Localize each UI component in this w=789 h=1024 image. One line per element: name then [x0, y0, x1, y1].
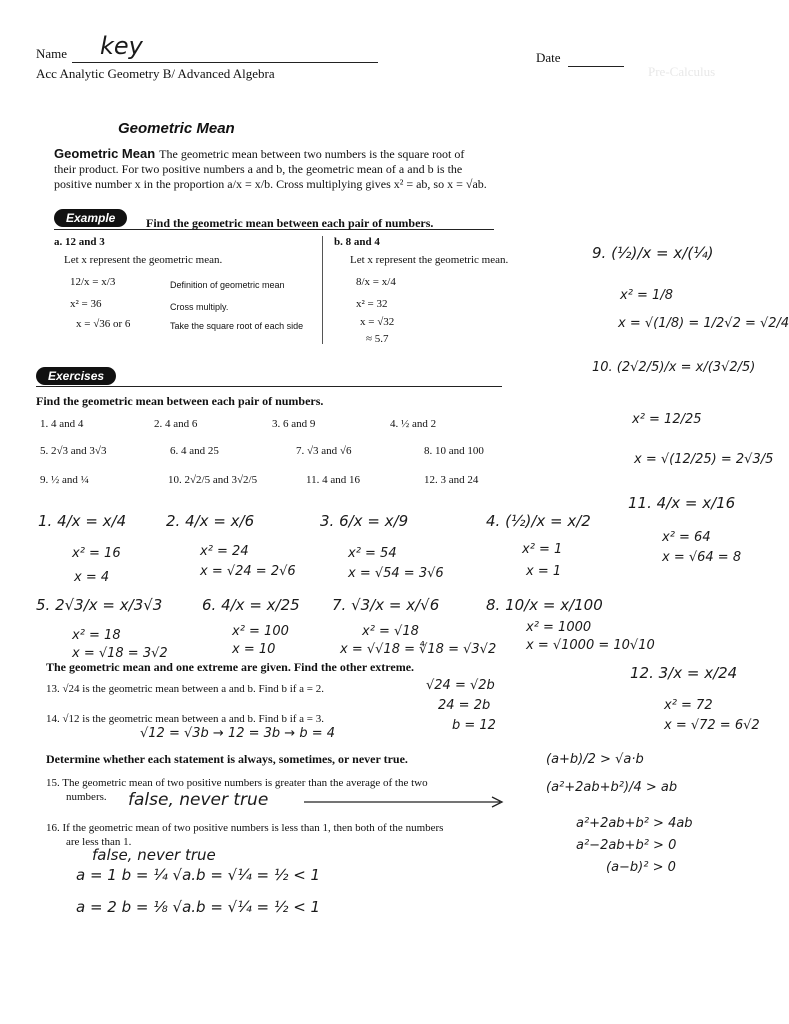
answer-5-result: x = √18 = 3√2	[72, 646, 168, 661]
example-divider	[322, 236, 323, 344]
answer-6-result: x = 10	[232, 642, 276, 657]
answer-2-square: x² = 24	[200, 544, 249, 559]
answer-12-proportion: 12. 3/x = x/24	[630, 664, 738, 682]
exercise-9: 9. ½ and ¼	[40, 474, 89, 486]
proof-step2: (a²+2ab+b²)/4 > ab	[546, 780, 678, 795]
answer-2-proportion: 2. 4/x = x/6	[166, 512, 255, 530]
extremes-instruction: The geometric mean and one extreme are given. Find the other extreme.	[46, 660, 415, 674]
answer-1-proportion: 1. 4/x = x/4	[38, 512, 127, 530]
definition-line2: their product. For two positive numbers a and b, the geometric mean of a and b is the	[54, 162, 463, 176]
answer-6-proportion: 6. 4/x = x/25	[202, 596, 300, 614]
example-a-heading: a. 12 and 3	[54, 236, 105, 248]
example-a-step2: x² = 36	[70, 298, 102, 310]
proof-step1: (a+b)/2 > √a·b	[546, 752, 644, 767]
example-b-intro: Let x represent the geometric mean.	[350, 254, 509, 266]
answer-1-result: x = 4	[74, 570, 110, 585]
example-a-note1: Definition of geometric mean	[170, 280, 285, 290]
course-title: Acc Analytic Geometry B/ Advanced Algebra	[36, 66, 275, 81]
answer-16-verdict: false, never true	[92, 846, 216, 864]
answer-2-result: x = √24 = 2√6	[200, 564, 296, 579]
exercise-2: 2. 4 and 6	[154, 418, 198, 430]
answer-8-proportion: 8. 10/x = x/100	[486, 596, 603, 614]
faint-header: Pre-Calculus	[648, 64, 716, 79]
answer-10-proportion: 10. (2√2/5)/x = x/(3√2/5)	[592, 360, 756, 375]
always-instruction: Determine whether each statement is always, sometimes, or never true.	[46, 752, 408, 766]
definition-line3: positive number x in the proportion a/x = x/b. Cross multiplying gives x² = ab, so x = √ab.	[54, 177, 487, 191]
exercise-11: 11. 4 and 16	[306, 474, 360, 486]
answer-4-result: x = 1	[526, 564, 562, 579]
exercise-10: 10. 2√2/5 and 3√2/5	[168, 474, 258, 486]
answer-11-square: x² = 64	[662, 530, 711, 545]
answer-6-square: x² = 100	[232, 624, 289, 639]
proof-step4: a²−2ab+b² > 0	[576, 838, 677, 853]
example-b-heading: b. 8 and 4	[334, 236, 380, 248]
exercise-5: 5. 2√3 and 3√3	[40, 445, 107, 457]
answer-13-step1: √24 = √2b	[426, 678, 495, 693]
answer-4-proportion: 4. (½)/x = x/2	[486, 512, 591, 530]
answer-9-result: x = √(1/8) = 1/2√2 = √2/4	[618, 316, 789, 331]
exercises-rule	[36, 386, 502, 387]
answer-16-example2: a = 2 b = ⅛ √a.b = √¼ = ½ < 1	[76, 898, 321, 916]
answer-11-result: x = √64 = 8	[662, 550, 742, 565]
name-label: Name	[36, 46, 68, 61]
question-15-line2: numbers.	[66, 791, 107, 803]
question-15-line1: 15. The geometric mean of two positive numbers is greater than the average of the two	[46, 777, 428, 789]
exercise-4: 4. ½ and 2	[390, 418, 437, 430]
question-13: 13. √24 is the geometric mean between a and b. Find b if a = 2.	[46, 683, 325, 695]
example-instruction: Find the geometric mean between each pair of numbers.	[146, 216, 434, 230]
definition-line1: Geometric Mean The geometric mean between two numbers is the square root of	[54, 146, 465, 161]
answer-8-result: x = √1000 = 10√10	[526, 638, 655, 653]
answer-7-square: x² = √18	[362, 624, 419, 639]
exercise-8: 8. 10 and 100	[424, 445, 484, 457]
answer-15-arrow	[302, 796, 508, 808]
answer-10-result: x = √(12/25) = 2√3/5	[634, 452, 774, 467]
date-underline	[568, 66, 624, 67]
answer-12-square: x² = 72	[664, 698, 713, 713]
question-14: 14. √12 is the geometric mean between a and b. Find b if a = 3.	[46, 713, 325, 725]
example-b-step2: x² = 32	[356, 298, 388, 310]
question-16-line1: 16. If the geometric mean of two positive numbers is less than 1, then both of the numbers	[46, 822, 444, 834]
exercise-12: 12. 3 and 24	[424, 474, 479, 486]
proof-step3: a²+2ab+b² > 4ab	[576, 816, 693, 831]
answer-10-square: x² = 12/25	[632, 412, 702, 427]
answer-11-proportion: 11. 4/x = x/16	[628, 494, 736, 512]
definition-term: Geometric Mean	[54, 146, 156, 161]
page-title: Geometric Mean	[118, 120, 235, 137]
answer-9-square: x² = 1/8	[620, 288, 673, 303]
answer-5-square: x² = 18	[72, 628, 121, 643]
answer-13-step3: b = 12	[452, 718, 496, 733]
name-value: key	[100, 32, 143, 60]
exercises-instruction: Find the geometric mean between each pair of numbers.	[36, 394, 324, 408]
answer-3-proportion: 3. 6/x = x/9	[320, 512, 409, 530]
example-a-intro: Let x represent the geometric mean.	[64, 254, 223, 266]
answer-9-proportion: 9. (½)/x = x/(¼)	[592, 244, 714, 262]
name-underline	[72, 62, 378, 63]
answer-12-result: x = √72 = 6√2	[664, 718, 760, 733]
answer-7-result: x = √√18 = ∜18 = √3√2	[340, 642, 497, 657]
example-badge: Example	[54, 209, 127, 227]
answer-13-step2: 24 = 2b	[438, 698, 491, 713]
answer-8-square: x² = 1000	[526, 620, 592, 635]
example-a-step3: x = √36 or 6	[76, 318, 131, 330]
example-b-step1: 8/x = x/4	[356, 276, 396, 288]
exercises-badge: Exercises	[36, 367, 116, 385]
answer-4-square: x² = 1	[522, 542, 563, 557]
example-a-note3: Take the square root of each side	[170, 321, 304, 331]
exercise-6: 6. 4 and 25	[170, 445, 219, 457]
example-a-note2: Cross multiply.	[170, 302, 229, 312]
answer-15: false, never true	[128, 790, 269, 810]
answer-5-proportion: 5. 2√3/x = x/3√3	[36, 596, 163, 614]
example-b-step4: ≈ 5.7	[366, 333, 389, 345]
answer-1-square: x² = 16	[72, 546, 121, 561]
exercise-1: 1. 4 and 4	[40, 418, 84, 430]
date-label: Date	[536, 50, 561, 65]
question-16-line2: are less than 1.	[66, 836, 132, 848]
example-a-step1: 12/x = x/3	[70, 276, 116, 288]
exercise-3: 3. 6 and 9	[272, 418, 316, 430]
example-b-step3: x = √32	[360, 316, 395, 328]
answer-7-proportion: 7. √3/x = x/√6	[332, 596, 440, 614]
answer-14: √12 = √3b → 12 = 3b → b = 4	[140, 726, 336, 741]
answer-3-square: x² = 54	[348, 546, 397, 561]
proof-step5: (a−b)² > 0	[606, 860, 676, 875]
exercise-7: 7. √3 and √6	[296, 445, 352, 457]
answer-3-result: x = √54 = 3√6	[348, 566, 444, 581]
answer-16-example1: a = 1 b = ¼ √a.b = √¼ = ½ < 1	[76, 866, 321, 884]
